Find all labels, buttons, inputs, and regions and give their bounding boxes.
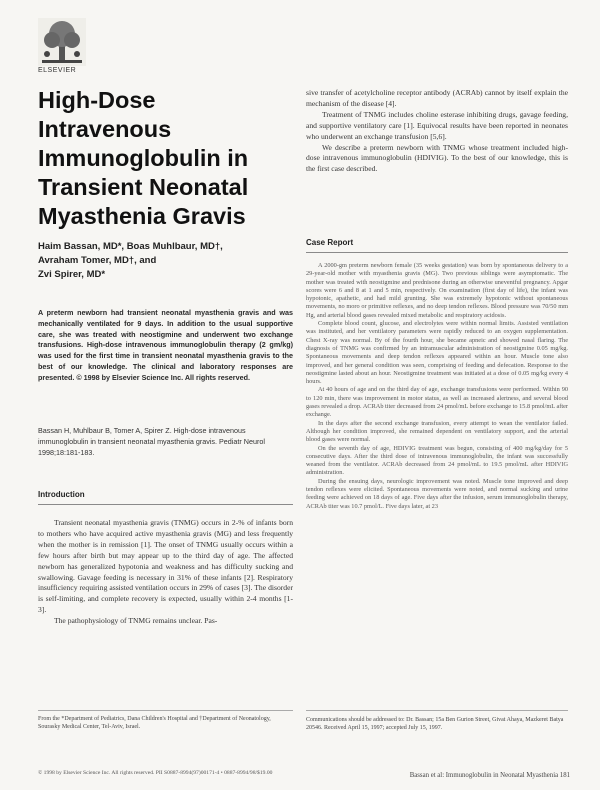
affiliation-footnote: From the *Department of Pediatrics, Dana Children's Hospital and †Department of Neonatology, Sourasky Medical Center, Tel-Aviv, Israel.: [38, 716, 271, 730]
footnote-divider: [38, 710, 293, 711]
paragraph: We describe a preterm newborn with TNMG whose treatment included high-dose intravenous immunoglobulin (HDIVIG). To the best of our knowledge, this is the first case described.: [306, 142, 568, 174]
title-line: High-Dose: [38, 87, 156, 113]
paragraph: Transient neonatal myasthenia gravis (TNMG) occurs in 2-% of infants born to mothers who have acquired active myasthenia gravis (MG) and less frequently when the mother is in remission [1]. The onset of TNMG usually occurs within a few hours after birth but may appear up to the third day of age. The affected newborn has generalized hypotonia and weakness and has difficulty sucking and swallowing. Gavage feeding is necessary in 31% of these infants [2]. Respiratory insufficiency requiring assisted ventilation occurs in 29% of cases [3]. The disorder is self-limiting, and complete recovery is expected, usually within 2-4 months [1-3].: [38, 518, 293, 615]
footnote-divider: [306, 710, 568, 711]
author-line: Zvi Spirer, MD*: [38, 269, 106, 280]
paragraph: At 40 hours of age and on the third day of age, exchange transfusions were performed. Within 90 to 120 min, there was improvement in motor status, as well as increased alertness, and several blood gases revealed a drop. ACRAb titer decreased from 24 pmol/mL before exchange to 15.8 pmol/mL after exchange.: [306, 386, 568, 419]
copyright-notice: © 1998 by Elsevier Science Inc. All rights reserved. PII S0887-8994(97)00171-4 • 0887-8994/98/$19.00: [38, 770, 273, 776]
title-line: Myasthenia Gravis: [38, 203, 246, 229]
paragraph: A 2000-gm preterm newborn female (35 weeks gestation) was born by spontaneous delivery to a 29-year-old mother with myasthenia gravis (MG). Two previous siblings were asymptomatic. The mother was treated with neostigmine and prednisone during an otherwise uneventful pregnancy. Apgar scores were 6 and 8 at 1 and 5 min, respectively. On examination (first day of life), the infant was hypotonic, apathetic, and had mild grunting. She was extremely hypotonic without spontaneous movements, no moro or primitive reflexes, and no deep tendon reflexes. Blood pressure was 70/50 mm Hg, and arterial blood gases revealed mixed metabolic and respiratory acidosis.: [306, 262, 568, 319]
elsevier-tree-icon: [38, 18, 86, 66]
publisher-name: ELSEVIER: [38, 67, 77, 74]
right-column-body: [306, 88, 568, 175]
introduction-heading: Introduction: [38, 490, 85, 499]
paragraph: Complete blood count, glucose, and electrolytes were within normal limits. Assisted ventilation was instituted, and her ventilatory parameters were rapidly reduced to an oxygen supplementation. Chest X-ray was normal. By of the fourth hour, she became apneic and showed nasal flaring. The diagnosis of TNMG was confirmed by an intramuscular administration of neostigmine 0.05 mg/kg. Spontaneous movements and deep tendon reflexes appeared within an hour. Muscle tone also improved, and her general condition was seen, comprising of feeding and defecation. Response to the neostigmine lasted about an hour. Neostigmine treatment was initiated at a dose of 0.05 mg/kg every 4 hours.: [306, 320, 568, 386]
paragraph: The pathophysiology of TNMG remains unclear. Pas-: [54, 616, 218, 626]
author-line: Haim Bassan, MD*, Boas Muhlbaur, MD†,: [38, 241, 223, 252]
case-report-heading: Case Report: [306, 238, 354, 247]
article-title: [38, 86, 273, 231]
paragraph: Treatment of TNMG includes choline esterase inhibiting drugs, gavage feeding, and supportive ventilatory care [1]. Equivocal results have been reported in neonates who underwent an exchange transfusion [5,6].: [306, 109, 568, 141]
running-footer: Bassan et al: Immunoglobulin in Neonatal Myasthenia 181: [409, 772, 570, 779]
case-report-body: [306, 262, 568, 511]
paragraph: In the days after the second exchange transfusion, every attempt to wean the ventilator failed. Although her condition improved, she remained dependent on ventilatory support, and the arterial blood gases were normal.: [306, 419, 568, 444]
section-divider: [38, 504, 293, 505]
section-divider: [306, 252, 568, 253]
author-line: Avraham Tomer, MD†, and: [38, 255, 157, 266]
citation: Bassan H, Muhlbaur B, Tomer A, Spirer Z. High-dose intravenous immunoglobulin in transient neonatal myasthenia gravis. Pediatr Neurol 1998;18:181-183.: [38, 426, 265, 457]
paragraph: sive transfer of acetylcholine receptor antibody (ACRAb) cannot by itself explain the mechanism of the disease [4].: [306, 88, 568, 108]
introduction-body: [38, 518, 293, 627]
paragraph: On the seventh day of age, HDIVIG treatment was begun, consisting of 400 mg/kg/day for 5 consecutive days. After the third dose of intravenous immunoglobulin, the infant was successfully weaned from the ventilator. ACRAb decreased from 24 pmol/mL to 19.5 pmol/mL after HDIVIG administration.: [306, 444, 568, 477]
author-list: [38, 240, 298, 282]
correspondence-footnote: Communications should be addressed to: Dr. Bassan; 15a Ben Gurion Street, Givat Ahaya, Mazkeret Batya 20546. Received April 15, 1997; accepted July 15, 1997.: [306, 717, 564, 731]
title-line: Immunoglobulin in: [38, 145, 249, 171]
title-line: Transient Neonatal: [38, 174, 249, 200]
title-line: Intravenous: [38, 116, 172, 142]
paragraph: During the ensuing days, neurologic improvement was noted. Muscle tone improved and deep tendon reflexes were elicited. Spontaneous movements were noted, and normal sucking and urine feeding were achieved on 18 days of age. Five days after the infusion, serum immunoglobulin therapy, ACRAb titer was 10.7 pmol/L. Five days later, at 23: [306, 477, 568, 510]
abstract: A preterm newborn had transient neonatal myasthenia gravis and was mechanically ventilated for 9 days. In addition to the usual supportive care, she was treated with neostigmine and underwent two exchange transfusions. High-dose intravenous immunoglobulin therapy (2 gm/kg) was used for the first time in transient neonatal myasthenia gravis to the best of our knowledge. The clinical and laboratory responses are presented. © 1998 by Elsevier Science Inc. All rights reserved.: [38, 308, 293, 382]
